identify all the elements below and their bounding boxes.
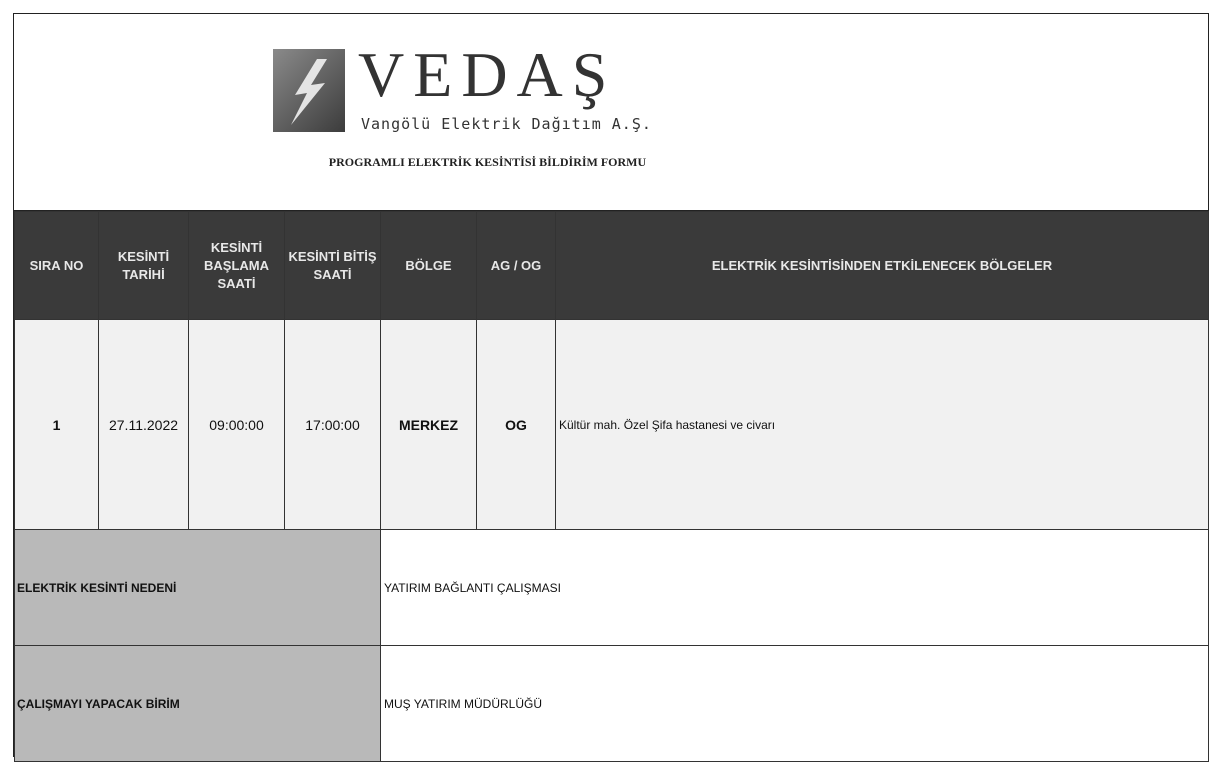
form-title: PROGRAMLI ELEKTRİK KESİNTİSİ BİLDİRİM FORMU xyxy=(328,155,647,169)
lightning-bolt-icon xyxy=(273,49,345,132)
table-row xyxy=(15,320,1209,530)
column-header: KESİNTİ BİTİŞ SAATİ xyxy=(285,212,381,320)
company-logo xyxy=(273,49,345,132)
reason-value: YATIRIM BAĞLANTI ÇALIŞMASI xyxy=(381,530,1209,646)
cell-baslama: 09:00:00 xyxy=(189,320,285,530)
column-header: KESİNTİ TARİHİ xyxy=(99,212,189,320)
unit-value: MUŞ YATIRIM MÜDÜRLÜĞÜ xyxy=(381,646,1209,762)
column-header: KESİNTİ BAŞLAMA SAATİ xyxy=(189,212,285,320)
cell-etkilenen: Kültür mah. Özel Şifa hastanesi ve civarı xyxy=(556,320,1209,530)
outage-table xyxy=(14,211,1209,762)
reason-label: ELEKTRİK KESİNTİ NEDENİ xyxy=(15,530,381,646)
cell-bolge: MERKEZ xyxy=(381,320,477,530)
table-header-row xyxy=(15,212,1209,320)
brand-name: VEDAŞ xyxy=(358,39,617,110)
column-header: ELEKTRİK KESİNTİSİNDEN ETKİLENECEK BÖLGELER xyxy=(556,212,1209,320)
cell-bitis: 17:00:00 xyxy=(285,320,381,530)
cell-sira-no: 1 xyxy=(15,320,99,530)
unit-row xyxy=(15,646,1209,762)
column-header: AG / OG xyxy=(477,212,556,320)
company-name: Vangölü Elektrik Dağıtım A.Ş. xyxy=(361,115,652,133)
form-frame xyxy=(13,13,1209,757)
cell-tarih: 27.11.2022 xyxy=(99,320,189,530)
form-header xyxy=(14,14,1208,211)
cell-ag-og: OG xyxy=(477,320,556,530)
unit-label: ÇALIŞMAYI YAPACAK BİRİM xyxy=(15,646,381,762)
column-header: BÖLGE xyxy=(381,212,477,320)
column-header: SIRA NO xyxy=(15,212,99,320)
reason-row xyxy=(15,530,1209,646)
